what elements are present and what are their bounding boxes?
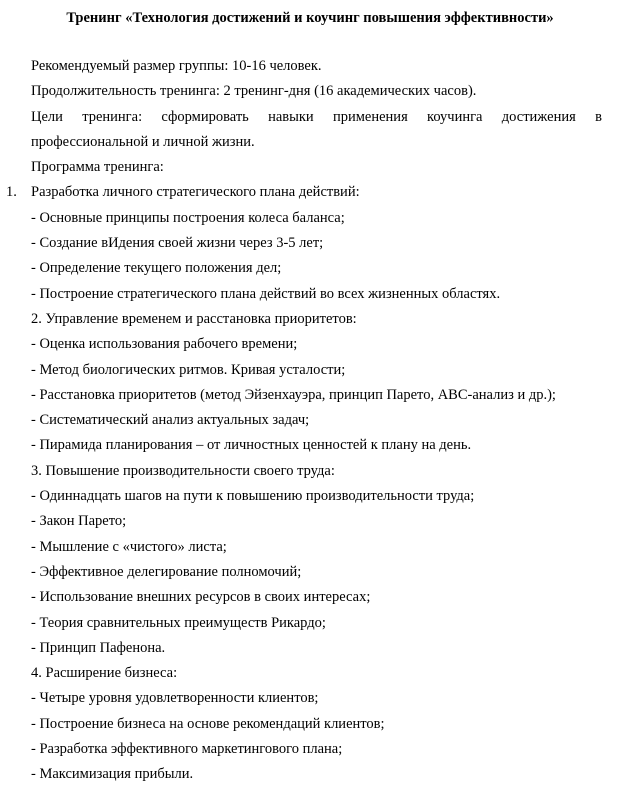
list-item: - Одиннадцать шагов на пути к повышению производительности труда; bbox=[31, 488, 475, 505]
goals-word: достижения bbox=[501, 108, 576, 125]
goals-word: в bbox=[595, 108, 602, 125]
list-item: - Построение стратегического плана действий во всех жизненных областях. bbox=[31, 285, 501, 302]
list-item: - Четыре уровня удовлетворенности клиентов; bbox=[31, 690, 319, 707]
list-item: - Определение текущего положения дел; bbox=[31, 260, 282, 277]
goals-word: Цели bbox=[31, 108, 63, 125]
section-heading: 2. Управление временем и расстановка приоритетов: bbox=[31, 310, 357, 327]
list-item: - Расстановка приоритетов (метод Эйзенхауэра, принцип Парето, АВС-анализ и др.); bbox=[31, 386, 556, 403]
program-label: Программа тренинга: bbox=[31, 159, 164, 176]
goals-line-2: профессиональной и личной жизни. bbox=[31, 133, 255, 150]
list-item: - Использование внешних ресурсов в своих интересах; bbox=[31, 589, 371, 606]
goals-word: навыки bbox=[268, 108, 314, 125]
list-item: - Метод биологических ритмов. Кривая усталости; bbox=[31, 361, 346, 378]
document-title: Тренинг «Технология достижений и коучинг повышения эффективности» bbox=[66, 10, 554, 26]
list-item: - Пирамида планирования – от личностных ценностей к плану на день. bbox=[31, 437, 472, 454]
document-body bbox=[6, 57, 602, 791]
list-item: - Закон Парето; bbox=[31, 513, 127, 530]
section-number: 1. bbox=[6, 184, 17, 201]
list-item: - Систематический анализ актуальных задач; bbox=[31, 412, 310, 429]
list-item: - Максимизация прибыли. bbox=[31, 766, 194, 783]
goals-word: коучинга bbox=[427, 108, 483, 125]
section-heading: 4. Расширение бизнеса: bbox=[31, 665, 178, 682]
goals-line-1 bbox=[31, 108, 602, 133]
group-size-text: Рекомендуемый размер группы: 10-16 человек. bbox=[31, 58, 322, 74]
duration-text: Продолжительность тренинга: 2 тренинг-дня (16 академических часов). bbox=[31, 83, 477, 100]
section-heading-text: Разработка личного стратегического плана действий: bbox=[31, 184, 360, 201]
list-item: - Разработка эффективного маркетингового плана; bbox=[31, 741, 343, 758]
section-heading: 3. Повышение производительности своего труда: bbox=[31, 462, 335, 479]
list-item: - Эффективное делегирование полномочий; bbox=[31, 563, 302, 580]
list-item: - Мышление с «чистого» листа; bbox=[31, 538, 227, 555]
goals-word: тренинга: bbox=[82, 108, 143, 125]
section-heading bbox=[6, 183, 602, 208]
list-item: - Теория сравнительных преимуществ Рикардо; bbox=[31, 614, 326, 631]
list-item: - Построение бизнеса на основе рекомендаций клиентов; bbox=[31, 715, 385, 732]
list-item: - Создание вИдения своей жизни через 3-5 лет; bbox=[31, 235, 324, 252]
list-item: - Принцип Пафенона. bbox=[31, 639, 166, 656]
list-item: - Оценка использования рабочего времени; bbox=[31, 336, 298, 353]
list-item: - Основные принципы построения колеса баланса; bbox=[31, 209, 345, 226]
goals-word: применения bbox=[332, 108, 408, 125]
goals-word: сформировать bbox=[161, 108, 249, 125]
